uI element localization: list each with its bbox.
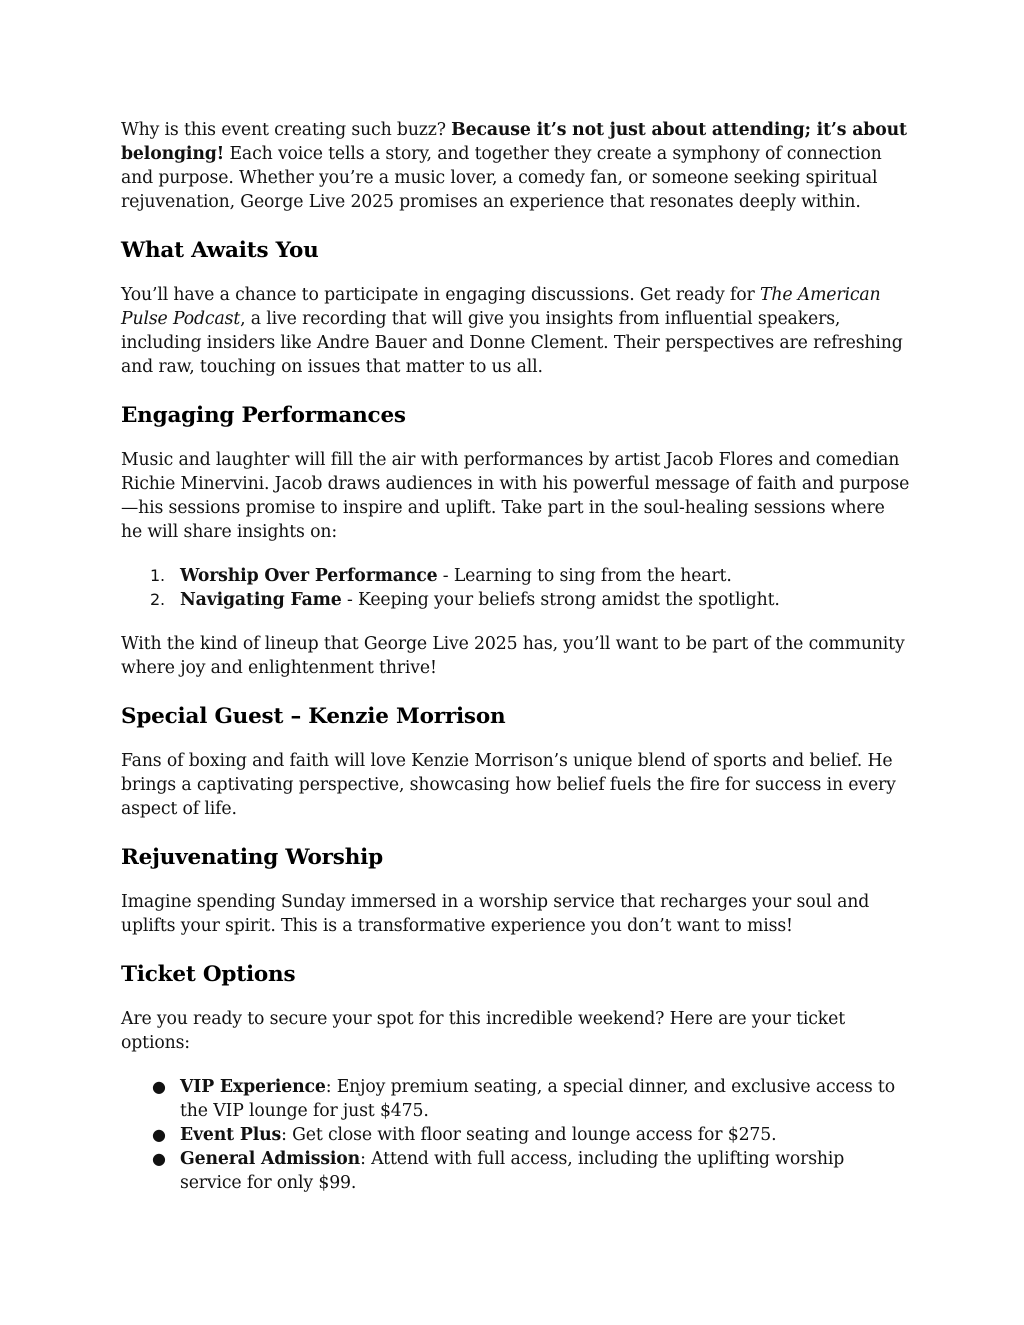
ticket-title: VIP Experience (180, 1077, 326, 1097)
list-item-text: - Keeping your beliefs strong amidst the spotlight. (341, 590, 780, 610)
performances-paragraph: Music and laughter will fill the air with performances by artist Jacob Flores and comedian Richie Minervini. Jacob draws audiences in with his powerful message of faith and purpose—his sessions promise to inspire and uplift. Take part in the soul-healing sessions where he will share insights on: (121, 450, 910, 542)
podcast-title: The American Pulse Podcast (121, 285, 881, 329)
bullet-icon: ● (152, 1149, 166, 1168)
list-item (121, 1147, 911, 1195)
intro-rest: Each voice tells a story, and together they create a symphony of connection and purpose. Whether you’re a music lover, a comedy fan, or someone seeking spiritual rejuvenation, George Live 2025 promises an experience that resonates deeply within. (121, 144, 882, 212)
guest-paragraph: Fans of boxing and faith will love Kenzie Morrison’s unique blend of sports and belief. He brings a captivating perspective, showcasing how belief fuels the fire for success in every aspect of life. (121, 751, 896, 819)
awaits-paragraph (121, 283, 911, 379)
sessions-list (121, 564, 911, 612)
list-item (121, 1123, 911, 1147)
list-item-title: Navigating Fame (180, 590, 342, 610)
heading-rejuvenating-worship: Rejuvenating Worship (121, 845, 383, 870)
list-item-title: Worship Over Performance (180, 566, 438, 586)
list-marker: 1. (150, 566, 165, 585)
bullet-icon: ● (152, 1125, 166, 1144)
ticket-text: : Get close with floor seating and lounge access for $275. (281, 1125, 777, 1145)
heading-special-guest: Special Guest – Kenzie Morrison (121, 704, 506, 729)
intro-bold: Because it’s not just about attending; it’s about belonging! (121, 120, 907, 164)
list-item (121, 564, 911, 588)
worship-paragraph: Imagine spending Sunday immersed in a worship service that recharges your soul and uplifts your spirit. This is a transformative experience you don’t want to miss! (121, 892, 870, 936)
ticket-text: : Enjoy premium seating, a special dinner, and exclusive access to the VIP lounge for just $475. (180, 1077, 895, 1121)
heading-what-awaits-you: What Awaits You (121, 238, 319, 263)
intro-paragraph (121, 118, 911, 214)
heading-engaging-performances: Engaging Performances (121, 403, 406, 428)
intro-lead: Why is this event creating such buzz? (121, 120, 452, 140)
ticket-title: Event Plus (180, 1125, 282, 1145)
tickets-paragraph: Are you ready to secure your spot for this incredible weekend? Here are your ticket options: (121, 1009, 846, 1053)
awaits-text-before: You’ll have a chance to participate in engaging discussions. Get ready for (121, 285, 760, 305)
ticket-text: : Attend with full access, including the uplifting worship service for only $99. (180, 1149, 845, 1193)
list-marker: 2. (150, 590, 165, 609)
document-page (121, 118, 911, 1195)
heading-ticket-options: Ticket Options (121, 962, 296, 987)
bullet-icon: ● (152, 1077, 166, 1096)
ticket-title: General Admission (180, 1149, 361, 1169)
list-item-text: - Learning to sing from the heart. (437, 566, 732, 586)
ticket-list (121, 1075, 911, 1195)
list-item (121, 588, 911, 612)
list-item (121, 1075, 911, 1123)
awaits-text-after: , a live recording that will give you insights from influential speakers, including insiders like Andre Bauer and Donne Clement. Their perspectives are refreshing and raw, touching on issues that matter to us all. (121, 309, 903, 377)
performances-closing: With the kind of lineup that George Live 2025 has, you’ll want to be part of the community where joy and enlightenment thrive! (121, 634, 905, 678)
